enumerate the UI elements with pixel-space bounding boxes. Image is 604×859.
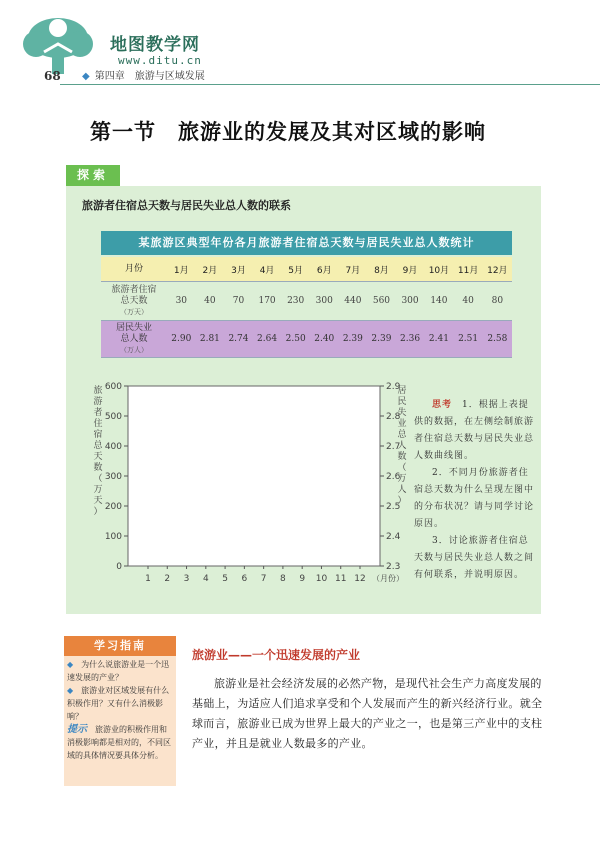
month-cell: 9月: [396, 257, 425, 282]
unemp-label-1: 居民失业: [115, 322, 152, 333]
unemployment-cell: 2.64: [253, 321, 282, 358]
y-tick-label: 0: [116, 562, 122, 572]
unemployment-cell: 2.74: [224, 321, 253, 358]
unemployment-cell: 2.40: [310, 321, 339, 358]
y2-tick-label: 2.6: [386, 472, 401, 482]
think-box: [414, 397, 534, 584]
unemployment-header: [101, 321, 167, 358]
chapter-label: [82, 67, 205, 82]
nights-cell: 40: [196, 282, 225, 321]
y-tick-label: 100: [104, 532, 122, 542]
nights-cell: 30: [167, 282, 196, 321]
nights-cell: 560: [367, 282, 396, 321]
y2-tick-label: 2.8: [386, 412, 401, 422]
chart-y-axis-label: 旅 游 者 住 宿 总 天 数 （ 万 天 ）: [93, 386, 103, 517]
unemployment-cell: 2.81: [196, 321, 225, 358]
table-row-months: [101, 257, 512, 282]
table-row-nights: [101, 282, 512, 321]
site-url: www.ditu.cn: [118, 54, 202, 67]
x-tick-label: 1: [145, 574, 151, 584]
month-cell: 12月: [483, 257, 512, 282]
page-title: 第一节 旅游业的发展及其对区域的影响: [90, 119, 486, 144]
nights-cell: 70: [224, 282, 253, 321]
nights-cell: 170: [253, 282, 282, 321]
x-tick-label: 8: [280, 574, 286, 584]
guide-question-2: 旅游业对区域发展有什么积极作用？又有什么消极影响？: [67, 686, 170, 721]
explore-title: 旅游者住宿总天数与居民失业总人数的联系: [82, 199, 291, 212]
month-cell: 6月: [310, 257, 339, 282]
nights-label-2: 总天数: [120, 295, 148, 306]
month-cell: 4月: [253, 257, 282, 282]
month-header: 月份: [101, 257, 167, 282]
unemployment-cell: 2.58: [483, 321, 512, 358]
site-name: 地图教学网: [110, 35, 200, 55]
explore-tab: 探索: [66, 165, 120, 186]
tree-logo-icon: [14, 14, 100, 74]
nights-unit: （万天）: [120, 307, 148, 316]
nights-cell: 300: [396, 282, 425, 321]
unemployment-cell: 2.39: [367, 321, 396, 358]
month-cell: 3月: [224, 257, 253, 282]
blank-chart: [100, 378, 410, 588]
month-cell: 8月: [367, 257, 396, 282]
unemployment-cell: 2.41: [424, 321, 453, 358]
study-guide-title: 学习指南: [64, 636, 176, 656]
guide-tip: 旅游业的积极作用和消极影响都是相对的，不同区域的具体情况要具体分析。: [67, 725, 171, 760]
x-tick-label: 9: [299, 574, 306, 584]
y2-tick-label: 2.5: [386, 502, 401, 512]
guide-question-1: 为什么说旅游业是一个迅速发展的产业？: [67, 660, 170, 682]
x-tick-label: 12: [354, 574, 366, 584]
section-body: 旅游业是社会经济发展的必然产物，是现代社会生产力高度发展的基础上，为适应人们追求享受和个人发展而产生的新兴经济行业。就全球而言，旅游业已成为世界上最大的产业之一，也是第三产业中的支柱产业，并且是就业人数最多的产业。: [192, 677, 543, 750]
x-tick-label: 7: [260, 574, 267, 584]
chapter-text: 第四章 旅游与区域发展: [94, 71, 205, 82]
diamond-icon: ◆: [67, 660, 74, 669]
diamond-icon: ◆: [82, 71, 90, 82]
x-tick-label: 11: [335, 574, 347, 584]
unemp-unit: （万人）: [120, 345, 148, 354]
y-tick-label: 300: [104, 472, 122, 482]
unemp-label-2: 总人数: [120, 333, 148, 344]
chart-y2-axis-label: 居 民 失 业 总 人 数 （ 万 人 ）: [397, 386, 407, 506]
think-question-3: 3．讨论旅游者住宿总天数与居民失业总人数之间有何联系，并说明原因。: [414, 536, 535, 580]
month-cell: 5月: [281, 257, 310, 282]
tip-label: 提示: [67, 724, 87, 735]
think-question-1: 1．根据上表提供的数据，在左侧绘制旅游者住宿总天数与居民失业总人数曲线图。: [414, 400, 535, 461]
nights-cell: 80: [483, 282, 512, 321]
y-tick-label: 600: [104, 382, 122, 392]
y-tick-label: 400: [104, 442, 122, 452]
think-label: 思考: [432, 400, 453, 410]
y-tick-label: 500: [104, 412, 122, 422]
y2-tick-label: 2.4: [386, 532, 401, 542]
x-axis-label: （月份）: [372, 574, 404, 583]
unemployment-cell: 2.50: [281, 321, 310, 358]
study-guide-body: [67, 658, 173, 762]
unemployment-cell: 2.39: [339, 321, 368, 358]
y2-tick-label: 2.7: [386, 442, 401, 452]
nights-cell: 300: [310, 282, 339, 321]
unemployment-cell: 2.90: [167, 321, 196, 358]
x-tick-label: 3: [183, 574, 190, 584]
month-cell: 1月: [167, 257, 196, 282]
page-number: 68: [44, 69, 61, 83]
y2-tick-label: 2.9: [386, 382, 401, 392]
plot-area: [128, 386, 380, 566]
nights-cell: 40: [454, 282, 483, 321]
section-heading: 旅游业——一个迅速发展的产业: [192, 648, 361, 662]
x-tick-label: 4: [202, 574, 209, 584]
table-title: 某旅游区典型年份各月旅游者住宿总天数与居民失业总人数统计: [101, 231, 512, 255]
nights-header: [101, 282, 167, 321]
statistics-table: [101, 257, 512, 358]
header-divider: [60, 84, 600, 85]
month-cell: 11月: [454, 257, 483, 282]
x-tick-label: 2: [164, 574, 171, 584]
month-cell: 2月: [196, 257, 225, 282]
diamond-icon: ◆: [67, 686, 74, 695]
x-tick-label: 10: [315, 574, 328, 584]
y2-tick-label: 2.3: [386, 562, 401, 572]
x-tick-label: 6: [241, 574, 248, 584]
x-tick-label: 5: [222, 574, 228, 584]
y-tick-label: 200: [104, 502, 122, 512]
unemployment-cell: 2.36: [396, 321, 425, 358]
nights-cell: 440: [339, 282, 368, 321]
nights-cell: 230: [281, 282, 310, 321]
think-question-2: 2．不同月份旅游者住宿总天数为什么呈现左图中的分布状况？请与同学讨论原因。: [414, 468, 535, 529]
nights-label-1: 旅游者住宿: [111, 284, 157, 295]
table-row-unemployment: [101, 321, 512, 358]
month-cell: 10月: [424, 257, 453, 282]
unemployment-cell: 2.51: [454, 321, 483, 358]
nights-cell: 140: [424, 282, 453, 321]
month-cell: 7月: [339, 257, 368, 282]
